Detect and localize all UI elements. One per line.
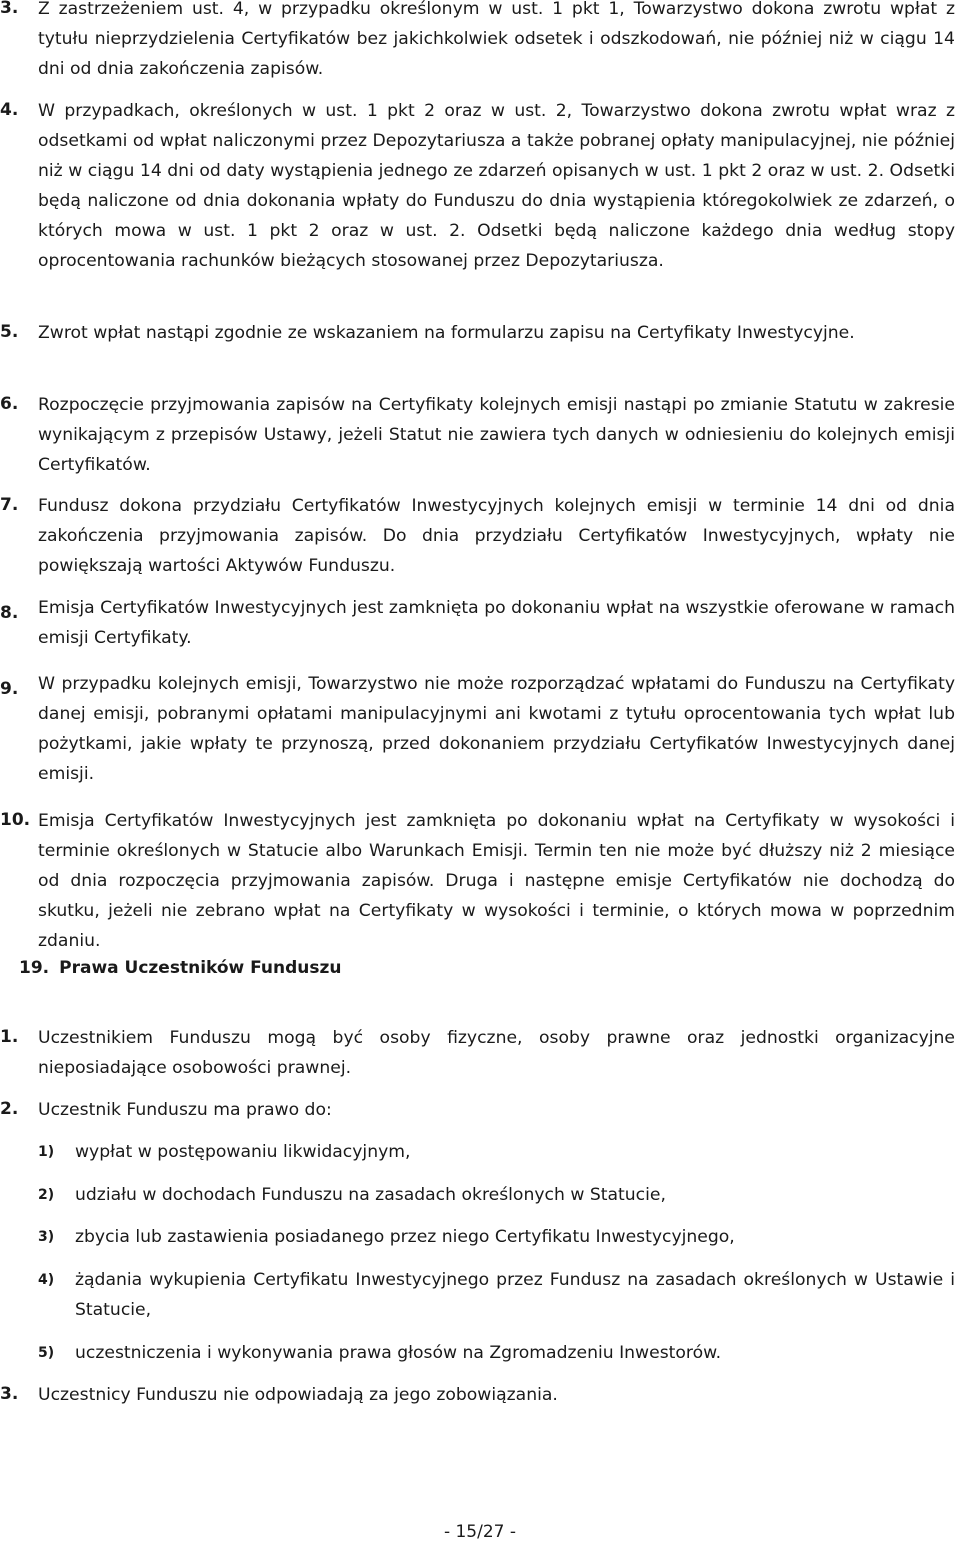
item-number: 4. [0,100,19,120]
item-text: Uczestnik Funduszu ma prawo do: [38,1100,332,1120]
item-text: Emisja Certyfikatów Inwestycyjnych jest zamknięta po dokonaniu wpłat na Certyfikaty w wysokości i terminie określonych w Statucie albo Warunkach Emisji. Termin ten nie może być dłuższy niż 2 miesiące od dnia rozpoczęcia przyjmowania zapisów. Druga i następne emisje Certyfikatów nie dochodzą do skutku, jeżeli nie zebrano wpłat na Certyfikaty w wysokości i terminie, o których mowa w poprzednim zdaniu. [38,811,955,951]
section-title: Prawa Uczestników Funduszu [59,958,342,978]
sub-item-number: 3) [38,1229,55,1245]
item-number: 1. [0,1027,19,1047]
item-number: 3. [0,0,19,18]
item-number: 8. [0,603,19,623]
section-heading [19,958,342,978]
item-number: 6. [0,394,19,414]
item-text: Zwrot wpłat nastąpi zgodnie ze wskazaniem na formularzu zapisu na Certyfikaty Inwestycyjne. [38,323,855,343]
item-number: 10. [0,810,31,830]
item-number: 5. [0,322,19,342]
sub-item-text: żądania wykupienia Certyfikatu Inwestycyjnego przez Fundusz na zasadach określonych w Ustawie i Statucie, [75,1270,955,1320]
item-text: Uczestnikiem Funduszu mogą być osoby fizyczne, osoby prawne oraz jednostki organizacyjne nieposiadające osobowości prawnej. [38,1028,955,1078]
section-number: 19. [19,958,50,978]
item-number: 7. [0,495,19,515]
sub-item-number: 5) [38,1345,55,1361]
item-text: Z zastrzeżeniem ust. 4, w przypadku określonym w ust. 1 pkt 1, Towarzystwo dokona zwrotu wpłat z tytułu nieprzydzielenia Certyfikatów bez jakichkolwiek odsetek i odszkodowań, nie później niż w ciągu 14 dni od dnia zakończenia zapisów. [38,0,955,79]
item-number: 2. [0,1099,19,1119]
sub-item-text: zbycia lub zastawienia posiadanego przez niego Certyfikatu Inwestycyjnego, [75,1227,735,1247]
item-number: 9. [0,679,19,699]
item-text: Fundusz dokona przydziału Certyfikatów Inwestycyjnych kolejnych emisji w terminie 14 dni od dnia zakończenia przyjmowania zapisów. Do dnia przydziału Certyfikatów Inwestycyjnych, wpłaty nie powiększają wartości Aktywów Funduszu. [38,496,955,576]
sub-item-number: 4) [38,1272,55,1288]
sub-item-text: udziału w dochodach Funduszu na zasadach określonych w Statucie, [75,1185,666,1205]
sub-item-number: 1) [38,1144,55,1160]
item-text: Rozpoczęcie przyjmowania zapisów na Certyfikaty kolejnych emisji nastąpi po zmianie Statutu w zakresie wynikającym z przepisów Ustawy, jeżeli Statut nie zawiera tych danych w odniesieniu do kolejnych emisji Certyfikatów. [38,395,955,475]
page-number: - 15/27 - [443,1522,517,1542]
item-text: W przypadkach, określonych w ust. 1 pkt 2 oraz w ust. 2, Towarzystwo dokona zwrotu wpłat wraz z odsetkami od wpłat naliczonymi przez Depozytariusza a także pobranej opłaty manipulacyjnej, nie później niż w ciągu 14 dni od daty wystąpienia jednego ze zdarzeń opisanych w ust. 1 pkt 2 oraz w ust. 2. Odsetki będą naliczone od dnia dokonania wpłaty do Funduszu do dnia wystąpienia któregokolwiek ze zdarzeń, o których mowa w ust. 1 pkt 2 oraz w ust. 2. Odsetki będą naliczone każdego dnia według stopy oprocentowania rachunków bieżących stosowanej przez Depozytariusza. [38,101,955,271]
item-text: Uczestnicy Funduszu nie odpowiadają za jego zobowiązania. [38,1385,558,1405]
sub-item-text: wypłat w postępowaniu likwidacyjnym, [75,1142,411,1162]
item-text: W przypadku kolejnych emisji, Towarzystwo nie może rozporządzać wpłatami do Funduszu na Certyfikaty danej emisji, pobranymi opłatami manipulacyjnymi ani kwotami z tytułu oprocentowania tych wpłat lub pożytkami, jakie wpłaty te przynoszą, przed dokonaniem przydziału Certyfikatów Inwestycyjnych danej emisji. [38,674,955,784]
sub-item-text: uczestniczenia i wykonywania prawa głosów na Zgromadzeniu Inwestorów. [75,1343,722,1363]
item-text: Emisja Certyfikatów Inwestycyjnych jest zamknięta po dokonaniu wpłat na wszystkie oferowane w ramach emisji Certyfikaty. [38,598,955,648]
sub-item-number: 2) [38,1187,55,1203]
item-number: 3. [0,1384,19,1404]
